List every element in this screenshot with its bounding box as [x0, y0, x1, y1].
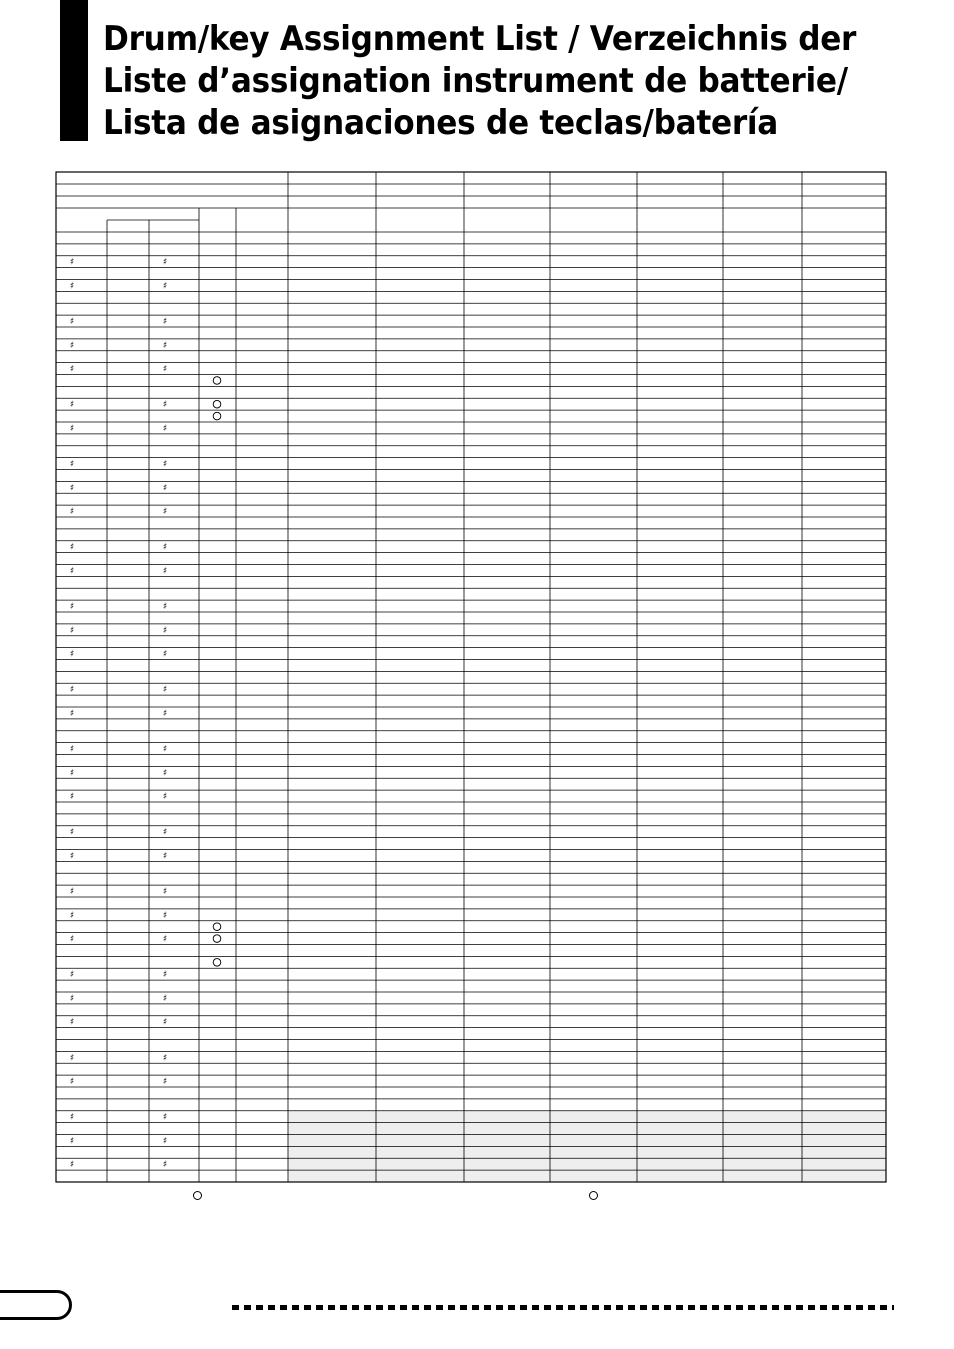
sharp-mark: ♯	[162, 851, 168, 862]
sharp-mark: ♯	[162, 993, 168, 1004]
sharp-mark: ♯	[162, 542, 168, 553]
sharp-mark: ♯	[69, 459, 75, 470]
dotted-rule	[232, 1305, 894, 1310]
sharp-mark: ♯	[162, 625, 168, 636]
sharp-mark: ♯	[162, 317, 168, 328]
sharp-mark: ♯	[162, 685, 168, 696]
sharp-mark: ♯	[162, 281, 168, 292]
sharp-mark: ♯	[69, 340, 75, 351]
title-line-2: Liste d’assignation instrument de batterie/	[103, 61, 848, 100]
sharp-mark: ♯	[162, 340, 168, 351]
sharp-mark: ♯	[69, 827, 75, 838]
sharp-mark: ♯	[162, 1053, 168, 1064]
sharp-mark: ♯	[162, 649, 168, 660]
table-border	[56, 172, 886, 1182]
sharp-mark: ♯	[162, 602, 168, 613]
sharp-mark: ♯	[69, 364, 75, 375]
title-line-3: Lista de asignaciones de teclas/batería	[103, 103, 779, 142]
sharp-mark: ♯	[162, 400, 168, 411]
sharp-mark: ♯	[162, 768, 168, 779]
sharp-mark: ♯	[162, 827, 168, 838]
sharp-mark: ♯	[69, 768, 75, 779]
sharp-mark: ♯	[69, 934, 75, 945]
sharp-mark: ♯	[69, 625, 75, 636]
sharp-mark: ♯	[69, 1017, 75, 1028]
sharp-mark: ♯	[162, 744, 168, 755]
sharp-mark: ♯	[162, 792, 168, 803]
circle-mark	[213, 377, 221, 385]
sharp-mark: ♯	[162, 887, 168, 898]
sharp-mark: ♯	[162, 423, 168, 434]
sharp-mark: ♯	[69, 542, 75, 553]
sharp-mark: ♯	[69, 281, 75, 292]
sharp-mark: ♯	[162, 483, 168, 494]
sharp-mark: ♯	[162, 1077, 168, 1088]
sharp-mark: ♯	[162, 708, 168, 719]
sharp-mark: ♯	[162, 1112, 168, 1123]
sharp-mark: ♯	[69, 1053, 75, 1064]
sharp-mark: ♯	[69, 910, 75, 921]
circle-mark	[213, 959, 221, 967]
sharp-mark: ♯	[69, 317, 75, 328]
sharp-mark: ♯	[69, 423, 75, 434]
sharp-mark: ♯	[69, 1077, 75, 1088]
sharp-mark: ♯	[162, 934, 168, 945]
sharp-mark: ♯	[69, 257, 75, 268]
footnote-circle-right	[589, 1191, 598, 1200]
circle-mark	[213, 412, 221, 420]
sharp-mark: ♯	[69, 970, 75, 981]
title-line-1: Drum/key Assignment List / Verzeichnis der	[103, 19, 857, 58]
sharp-mark: ♯	[69, 887, 75, 898]
sharp-mark: ♯	[162, 566, 168, 577]
circle-mark	[213, 400, 221, 408]
sharp-mark: ♯	[162, 970, 168, 981]
sharp-mark: ♯	[69, 1112, 75, 1123]
sharp-mark: ♯	[69, 708, 75, 719]
sharp-mark: ♯	[69, 566, 75, 577]
sharp-mark: ♯	[69, 792, 75, 803]
sharp-mark: ♯	[162, 1136, 168, 1147]
sharp-mark: ♯	[69, 507, 75, 518]
sharp-mark: ♯	[69, 602, 75, 613]
sharp-mark: ♯	[162, 507, 168, 518]
page-number-tab	[0, 1290, 72, 1320]
sharp-mark: ♯	[162, 910, 168, 921]
sharp-mark: ♯	[69, 851, 75, 862]
sharp-mark: ♯	[162, 1017, 168, 1028]
sharp-mark: ♯	[69, 685, 75, 696]
sharp-mark: ♯	[162, 1160, 168, 1171]
circle-mark	[213, 923, 221, 931]
sharp-mark: ♯	[162, 364, 168, 375]
sharp-mark: ♯	[69, 993, 75, 1004]
sharp-mark: ♯	[69, 1160, 75, 1171]
sharp-mark: ♯	[69, 400, 75, 411]
footnote-circle-left	[193, 1191, 202, 1200]
sharp-mark: ♯	[69, 1136, 75, 1147]
sharp-mark: ♯	[69, 483, 75, 494]
sharp-mark: ♯	[69, 744, 75, 755]
sharp-mark: ♯	[162, 257, 168, 268]
sharp-mark: ♯	[69, 649, 75, 660]
circle-mark	[213, 935, 221, 943]
sharp-mark: ♯	[162, 459, 168, 470]
